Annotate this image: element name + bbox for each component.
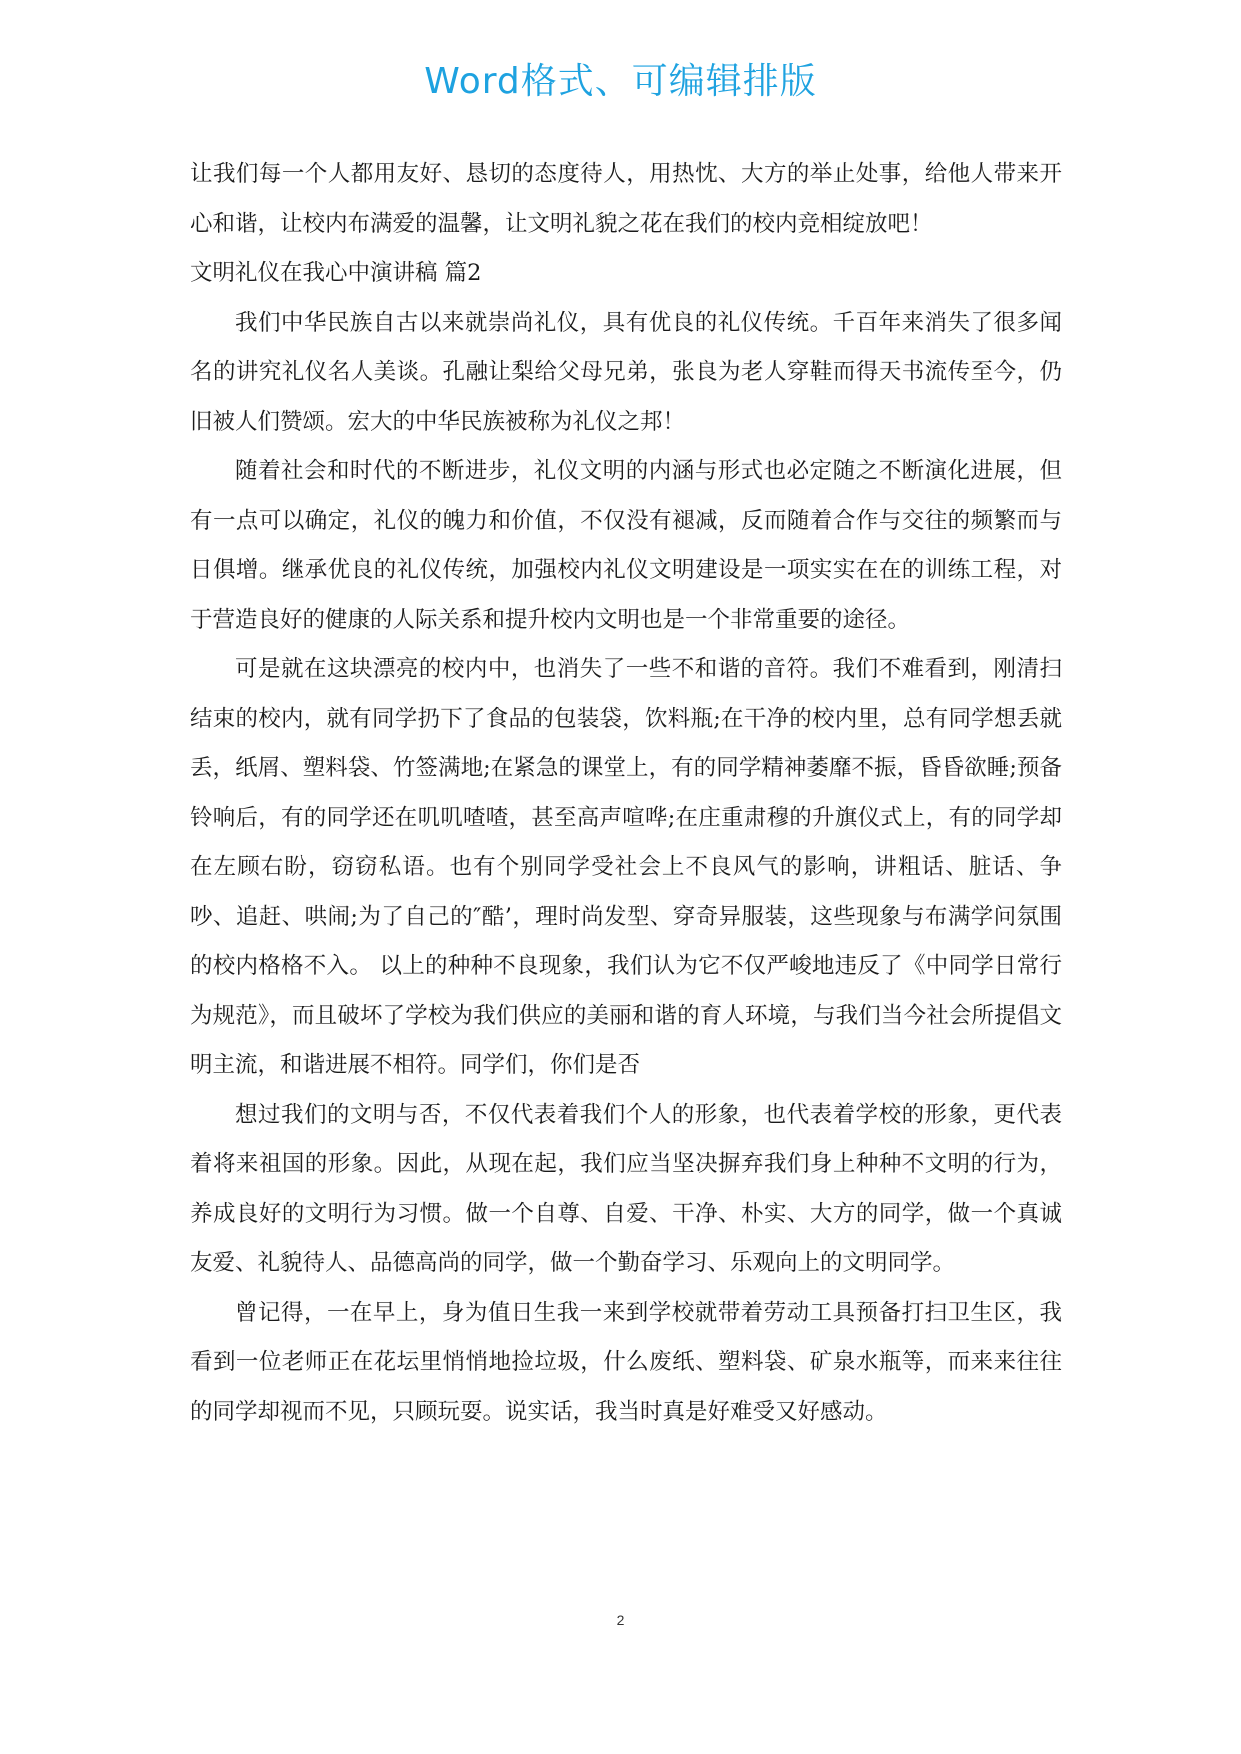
- paragraph: 曾记得，一在早上，身为值日生我一来到学校就带着劳动工具预备打扫卫生区，我看到一位老师正在花坛里悄悄地捡垃圾，什么废纸、塑料袋、矿泉水瓶等，而来来往往的同学却视而不见，只顾玩耍。说实话，我当时真是好难受又好感动。: [190, 1299, 1062, 1425]
- document-header-title: Word格式、可编辑排版: [424, 61, 817, 102]
- paragraph: 可是就在这块漂亮的校内中，也消失了一些不和谐的音符。我们不难看到，刚清扫结束的校内，就有同学扔下了食品的包装袋，饮料瓶;在干净的校内里，总有同学想丢就丢，纸屑、塑料袋、竹签满地;在紧急的课堂上，有的同学精神萎靡不振，昏昏欲睡;预备铃响后，有的同学还在叽叽喳喳，甚至高声喧哗;在庄重肃穆的升旗仪式上，有的同学却在左顾右盼，窃窃私语。也有个别同学受社会上不良风气的影响，讲粗话、脏话、争吵、追赶、哄闹;为了自己的″酷’，理时尚发型、穿奇异服装，这些现象与布满学问氛围的校内格格不入。 以上的种种不良现象，我们认为它不仅严峻地违反了《中同学日常行为规范》，而且破坏了学校为我们供应的美丽和谐的育人环境，与我们当今社会所提倡文明主流，和谐进展不相符。同学们，你们是否: [190, 656, 1062, 1078]
- document-body: [190, 150, 1062, 1437]
- paragraph: 我们中华民族自古以来就崇尚礼仪，具有优良的礼仪传统。千百年来消失了很多闻名的讲究礼仪名人美谈。孔融让梨给父母兄弟，张良为老人穿鞋而得天书流传至今，仍旧被人们赞颂。宏大的中华民族被称为礼仪之邦！: [190, 309, 1062, 435]
- paragraph: 让我们每一个人都用友好、恳切的态度待人，用热忱、大方的举止处事，给他人带来开心和谐，让校内布满爱的温馨，让文明礼貌之花在我们的校内竞相绽放吧！: [190, 161, 1062, 237]
- page-number: 2: [616, 1612, 625, 1628]
- paragraph: 随着社会和时代的不断进步，礼仪文明的内涵与形式也必定随之不断演化进展，但有一点可以确定，礼仪的魄力和价值，不仅没有褪减，反而随着合作与交往的频繁而与日俱增。继承优良的礼仪传统，加强校内礼仪文明建设是一项实实在在的训练工程，对于营造良好的健康的人际关系和提升校内文明也是一个非常重要的途径。: [190, 458, 1062, 633]
- paragraph: 想过我们的文明与否，不仅代表着我们个人的形象，也代表着学校的形象，更代表着将来祖国的形象。因此，从现在起，我们应当坚决摒弃我们身上种种不文明的行为，养成良好的文明行为习惯。做一个自尊、自爱、干净、朴实、大方的同学，做一个真诚友爱、礼貌待人、品德高尚的同学，做一个勤奋学习、乐观向上的文明同学。: [190, 1101, 1062, 1276]
- section-heading: 文明礼仪在我心中演讲稿 篇2: [190, 260, 482, 286]
